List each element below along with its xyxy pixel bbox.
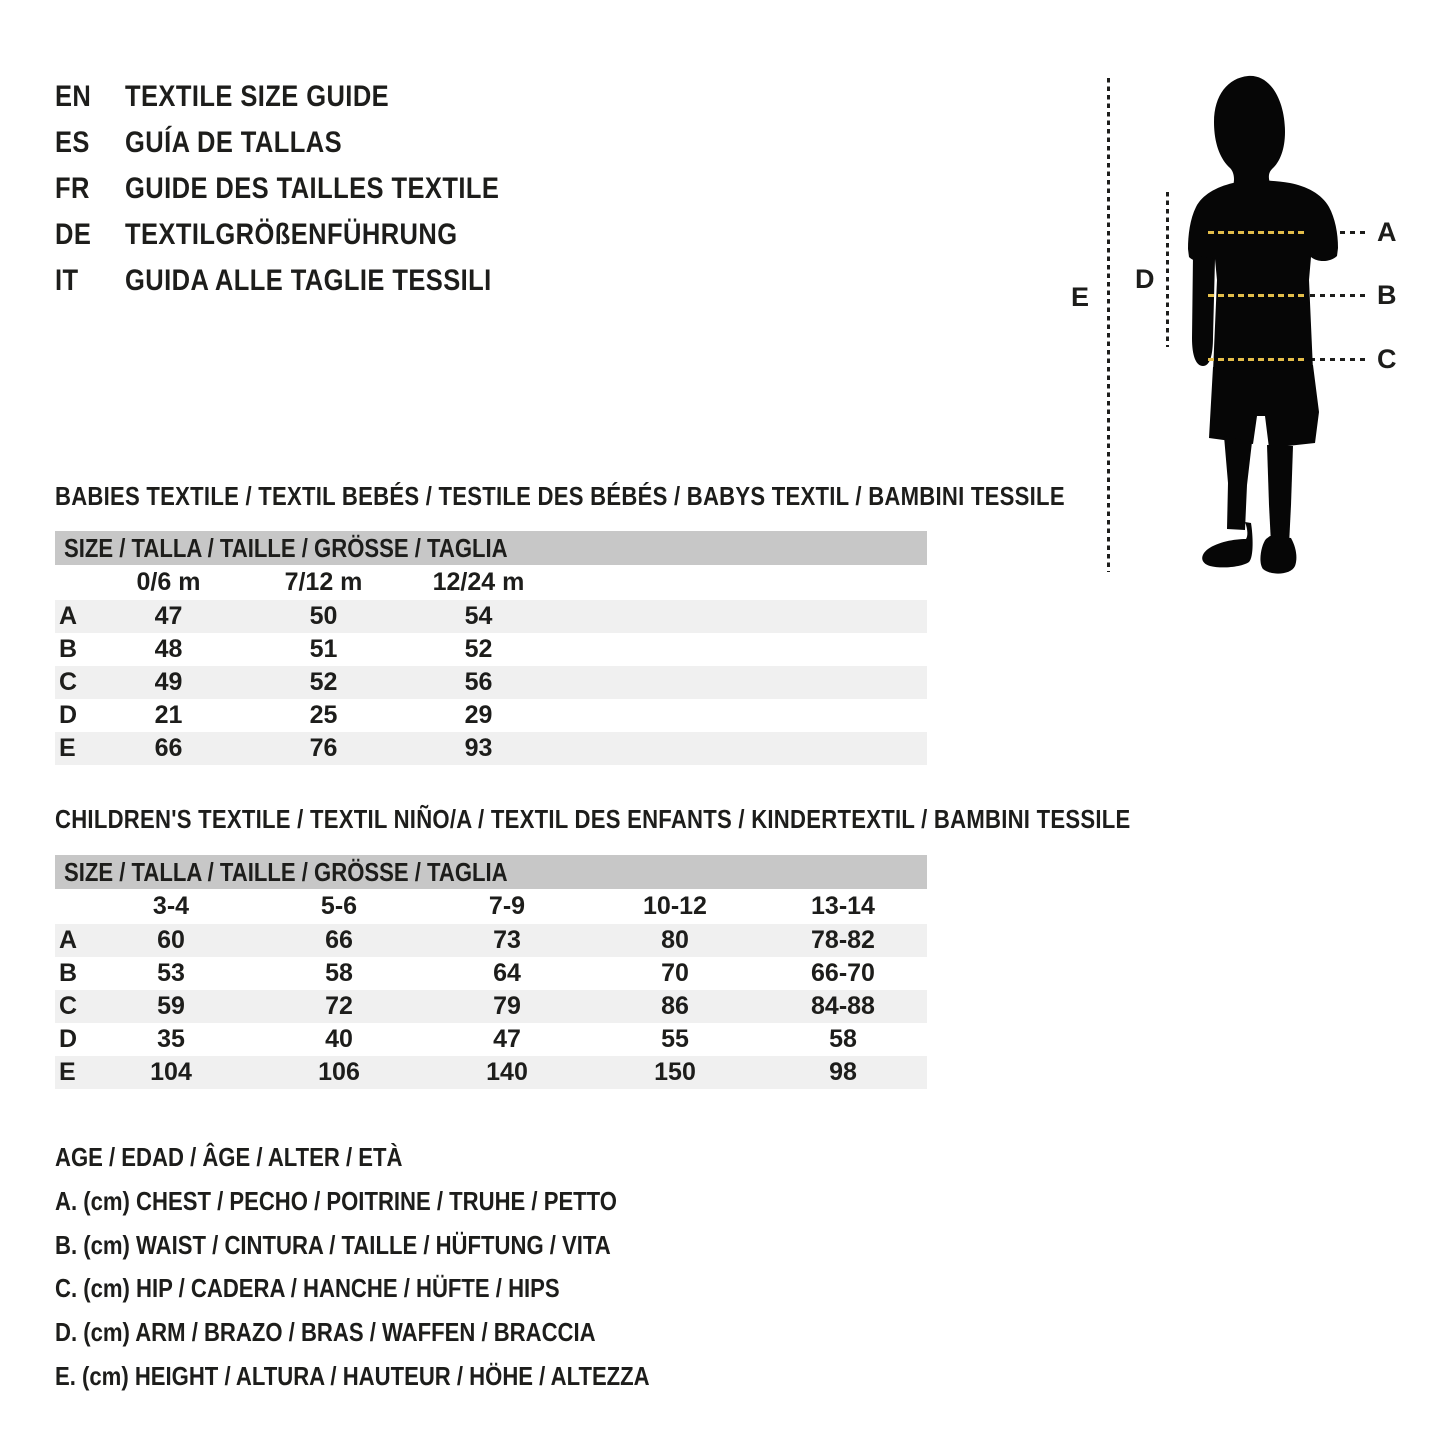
value-cell: 66-70 <box>811 959 875 987</box>
row-label: B <box>59 635 78 663</box>
table-row <box>55 732 927 765</box>
children-section-title <box>55 804 1320 835</box>
value-cell: 47 <box>493 1025 521 1053</box>
table-row <box>55 990 927 1023</box>
legend-line <box>55 1223 755 1267</box>
value-cell: 70 <box>661 959 689 987</box>
language-title-block <box>55 74 565 304</box>
value-cell: 76 <box>309 734 338 762</box>
row-values <box>87 1025 927 1054</box>
table-row <box>55 957 927 990</box>
legend-line-text: D. (cm) ARM / BRAZO / BRAS / WAFFEN / BRACCIA <box>55 1317 596 1348</box>
value-cell: 48 <box>154 635 183 663</box>
babies-table-header-bar <box>55 531 927 565</box>
value-cell: 59 <box>157 992 185 1020</box>
legend-line-text: E. (cm) HEIGHT / ALTURA / HAUTEUR / HÖHE / ALTEZZA <box>55 1360 650 1391</box>
row-label: C <box>59 668 78 696</box>
legend-line <box>55 1354 755 1398</box>
table-row <box>55 600 927 633</box>
language-code: EN <box>55 80 92 113</box>
value-cell: 106 <box>318 1058 360 1086</box>
silhouette-shorts <box>1209 365 1319 448</box>
value-cell: 53 <box>157 959 185 987</box>
value-cell: 54 <box>464 602 493 630</box>
row-values <box>91 734 556 763</box>
table-row <box>55 924 927 957</box>
children-section-title-text: CHILDREN'S TEXTILE / TEXTIL NIÑO/A / TEXTIL DES ENFANTS / KINDERTEXTIL / BAMBINI TESSILE <box>55 804 1131 834</box>
language-title: GUÍA DE TALLAS <box>125 126 343 159</box>
language-code: FR <box>55 172 90 205</box>
language-row <box>55 74 565 120</box>
row-label: D <box>59 1025 78 1053</box>
language-title: GUIDE DES TAILLES TEXTILE <box>125 172 500 205</box>
language-title: TEXTILE SIZE GUIDE <box>125 80 390 113</box>
legend-line <box>55 1180 755 1224</box>
silhouette-left-leg <box>1224 436 1252 530</box>
arm-measure-line-d <box>1166 192 1169 347</box>
legend-line <box>55 1267 755 1311</box>
table-row <box>55 1056 927 1089</box>
column-header: 5-6 <box>320 892 358 920</box>
language-code: IT <box>55 264 79 297</box>
table-row <box>55 699 927 732</box>
language-title: GUIDA ALLE TAGLIE TESSILI <box>125 264 492 297</box>
row-label: E <box>59 734 76 762</box>
value-cell: 52 <box>464 635 493 663</box>
children-table-header-bar <box>55 855 927 889</box>
label-a: A <box>1377 217 1397 247</box>
value-cell: 60 <box>157 926 185 954</box>
silhouette-right-shoe <box>1260 536 1296 574</box>
waist-line-inner <box>1208 294 1305 297</box>
label-c: C <box>1377 344 1397 374</box>
table-row <box>55 633 927 666</box>
babies-size-table <box>55 531 927 765</box>
value-cell: 21 <box>154 701 183 729</box>
row-label: E <box>59 1058 76 1086</box>
legend-line <box>55 1311 755 1355</box>
value-cell: 49 <box>154 668 183 696</box>
value-cell: 104 <box>150 1058 192 1086</box>
chest-line-inner <box>1208 231 1305 234</box>
value-cell: 66 <box>154 734 183 762</box>
value-cell: 64 <box>493 959 521 987</box>
column-header: 3-4 <box>152 892 190 920</box>
row-values <box>87 992 927 1021</box>
value-cell: 93 <box>464 734 493 762</box>
row-values <box>91 602 556 631</box>
value-cell: 78-82 <box>811 926 875 954</box>
measurement-legend <box>55 1136 755 1398</box>
value-cell: 56 <box>464 668 493 696</box>
column-header: 10-12 <box>643 892 707 920</box>
legend-line-text: A. (cm) CHEST / PECHO / POITRINE / TRUHE / PETTO <box>55 1186 617 1217</box>
hip-line-inner <box>1208 358 1305 361</box>
value-cell: 35 <box>157 1025 185 1053</box>
row-values <box>91 668 556 697</box>
table-row <box>55 666 927 699</box>
value-cell: 58 <box>829 1025 857 1053</box>
language-row <box>55 120 565 166</box>
babies-column-headers <box>55 565 927 600</box>
row-values <box>87 959 927 988</box>
value-cell: 50 <box>309 602 338 630</box>
legend-line-text: C. (cm) HIP / CADERA / HANCHE / HÜFTE / HIPS <box>55 1273 560 1304</box>
value-cell: 47 <box>154 602 183 630</box>
language-row <box>55 258 565 304</box>
language-title: TEXTILGRÖßENFÜHRUNG <box>125 218 458 251</box>
value-cell: 29 <box>464 701 493 729</box>
babies-table-rows <box>55 600 927 765</box>
value-cell: 73 <box>493 926 521 954</box>
column-header: 13-14 <box>811 892 875 920</box>
row-label: A <box>59 926 78 954</box>
label-d: D <box>1135 264 1155 294</box>
value-cell: 25 <box>309 701 338 729</box>
column-header: 7/12 m <box>284 568 363 596</box>
value-cell: 140 <box>486 1058 528 1086</box>
value-cell: 72 <box>325 992 353 1020</box>
babies-section-title-text: BABIES TEXTILE / TEXTIL BEBÉS / TESTILE DES BÉBÉS / BABYS TEXTIL / BAMBINI TESSILE <box>55 481 1065 511</box>
silhouette-arm <box>1192 255 1215 366</box>
label-e: E <box>1071 282 1090 312</box>
children-table-rows <box>55 924 927 1089</box>
row-label: C <box>59 992 78 1020</box>
value-cell: 55 <box>661 1025 689 1053</box>
value-cell: 52 <box>309 668 338 696</box>
language-row <box>55 212 565 258</box>
silhouette-head <box>1214 76 1285 194</box>
value-cell: 51 <box>309 635 338 663</box>
value-cell: 80 <box>661 926 689 954</box>
column-header: 12/24 m <box>432 568 525 596</box>
legend-line-text: AGE / EDAD / ÂGE / ALTER / ETÀ <box>55 1142 403 1173</box>
legend-line-text: B. (cm) WAIST / CINTURA / TAILLE / HÜFTUNG / VITA <box>55 1229 611 1260</box>
row-values <box>87 1058 927 1087</box>
legend-line <box>55 1136 755 1180</box>
row-label: A <box>59 602 78 630</box>
table-row <box>55 1023 927 1056</box>
value-cell: 150 <box>654 1058 696 1086</box>
column-header: 0/6 m <box>136 568 201 596</box>
babies-section-title <box>55 481 1243 512</box>
label-b: B <box>1377 280 1397 310</box>
silhouette-right-leg <box>1267 445 1293 545</box>
row-label: D <box>59 701 78 729</box>
value-cell: 98 <box>829 1058 857 1086</box>
value-cell: 84-88 <box>811 992 875 1020</box>
children-size-table <box>55 855 927 1089</box>
language-code: ES <box>55 126 90 159</box>
value-cell: 86 <box>661 992 689 1020</box>
value-cell: 58 <box>325 959 353 987</box>
row-label: B <box>59 959 78 987</box>
babies-table-header-text: SIZE / TALLA / TAILLE / GRÖSSE / TAGLIA <box>64 532 508 563</box>
language-row <box>55 166 565 212</box>
row-values <box>91 701 556 730</box>
value-cell: 66 <box>325 926 353 954</box>
row-values <box>87 926 927 955</box>
value-cell: 40 <box>325 1025 353 1053</box>
children-table-header-text: SIZE / TALLA / TAILLE / GRÖSSE / TAGLIA <box>64 856 508 887</box>
row-values <box>91 635 556 664</box>
child-silhouette-image <box>1188 75 1338 575</box>
language-code: DE <box>55 218 92 251</box>
value-cell: 79 <box>493 992 521 1020</box>
column-header: 7-9 <box>488 892 526 920</box>
children-column-headers <box>55 889 927 924</box>
